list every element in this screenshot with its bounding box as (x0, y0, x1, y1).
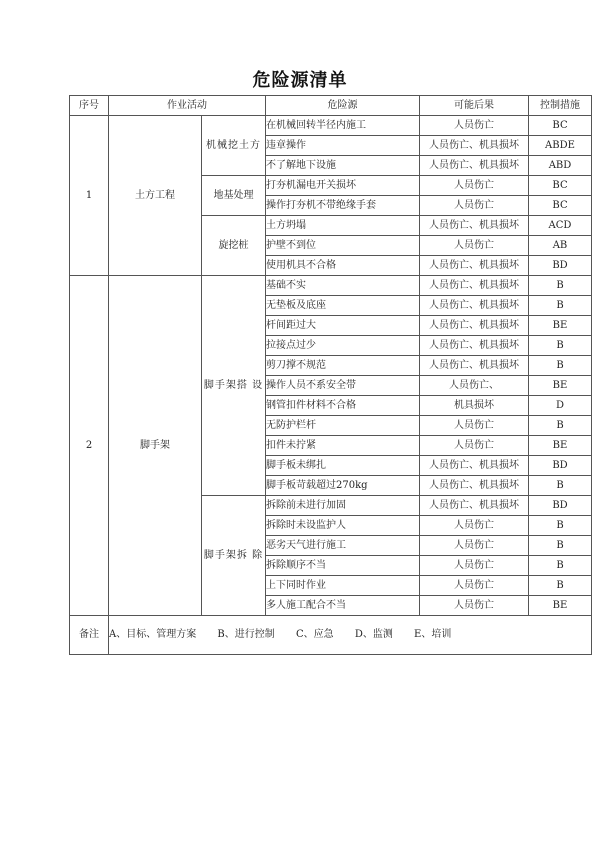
subactivity-cell: 旋挖桩 (202, 216, 266, 276)
control-cell: B (529, 536, 592, 556)
remarks-content (109, 616, 592, 655)
subactivity-cell: 脚手架拆 除 (202, 496, 266, 616)
hazard-cell: 脚手板苛载超过270kg (266, 476, 420, 496)
control-cell: B (529, 476, 592, 496)
control-cell: BD (529, 496, 592, 516)
hazard-cell: 拆除时未设监护人 (266, 516, 420, 536)
header-hazard: 危险源 (266, 96, 420, 116)
consequence-cell: 人员伤亡、机具损坏 (420, 476, 529, 496)
remark-item: B、进行控制 (217, 629, 275, 640)
hazard-cell: 钢管扣件材料不合格 (266, 396, 420, 416)
control-cell: BE (529, 376, 592, 396)
header-control: 控制措施 (529, 96, 592, 116)
control-cell: BE (529, 436, 592, 456)
subactivity-cell: 脚手架搭 设 (202, 276, 266, 496)
hazard-cell: 多人施工配合不当 (266, 596, 420, 616)
consequence-cell: 人员伤亡、机具损坏 (420, 496, 529, 516)
hazard-cell: 不了解地下设施 (266, 156, 420, 176)
consequence-cell: 人员伤亡 (420, 236, 529, 256)
consequence-cell: 人员伤亡、机具损坏 (420, 316, 529, 336)
table-row (70, 116, 592, 136)
activity-cell: 脚手架 (109, 276, 202, 616)
subactivity-cell: 机械挖土方 (202, 116, 266, 176)
consequence-cell: 人员伤亡 (420, 416, 529, 436)
consequence-cell: 人员伤亡、机具损坏 (420, 136, 529, 156)
header-row (70, 96, 592, 116)
consequence-cell: 人员伤亡、 (420, 376, 529, 396)
remarks-row (70, 616, 592, 655)
activity-cell: 土方工程 (109, 116, 202, 276)
hazard-cell: 恶劣天气进行施工 (266, 536, 420, 556)
consequence-cell: 人员伤亡、机具损坏 (420, 356, 529, 376)
consequence-cell: 人员伤亡 (420, 436, 529, 456)
hazard-cell: 土方坍塌 (266, 216, 420, 236)
hazard-cell: 使用机具不合格 (266, 256, 420, 276)
control-cell: B (529, 276, 592, 296)
hazard-cell: 无垫板及底座 (266, 296, 420, 316)
control-cell: D (529, 396, 592, 416)
page-title: 危险源清单 (252, 70, 348, 91)
control-cell: BE (529, 316, 592, 336)
consequence-cell: 人员伤亡、机具损坏 (420, 156, 529, 176)
remark-item: C、应急 (295, 629, 334, 640)
hazard-cell: 操作打夯机不带绝缘手套 (266, 196, 420, 216)
control-cell: B (529, 556, 592, 576)
consequence-cell: 人员伤亡 (420, 556, 529, 576)
consequence-cell: 人员伤亡、机具损坏 (420, 296, 529, 316)
consequence-cell: 人员伤亡 (420, 516, 529, 536)
remark-item: A、目标、管理方案 (109, 629, 197, 640)
control-cell: ABDE (529, 136, 592, 156)
hazard-cell: 拆除前未进行加固 (266, 496, 420, 516)
hazard-cell: 扣件未拧紧 (266, 436, 420, 456)
remark-item: D、监测 (354, 629, 393, 640)
consequence-cell: 人员伤亡 (420, 196, 529, 216)
control-cell: B (529, 336, 592, 356)
consequence-cell: 人员伤亡、机具损坏 (420, 456, 529, 476)
control-cell: BD (529, 256, 592, 276)
consequence-cell: 人员伤亡 (420, 596, 529, 616)
control-cell: B (529, 516, 592, 536)
hazard-cell: 杆间距过大 (266, 316, 420, 336)
control-cell: ABD (529, 156, 592, 176)
remark-item: E、培训 (414, 629, 452, 640)
hazard-cell: 脚手板未绑扎 (266, 456, 420, 476)
consequence-cell: 人员伤亡 (420, 116, 529, 136)
remarks-label: 备注 (70, 616, 109, 655)
consequence-cell: 人员伤亡 (420, 176, 529, 196)
consequence-cell: 人员伤亡、机具损坏 (420, 216, 529, 236)
control-cell: B (529, 416, 592, 436)
hazard-cell: 打夯机漏电开关损坏 (266, 176, 420, 196)
consequence-cell: 人员伤亡、机具损坏 (420, 256, 529, 276)
table-row (70, 276, 592, 296)
hazard-cell: 剪刀撑不规范 (266, 356, 420, 376)
control-cell: BC (529, 116, 592, 136)
control-cell: ACD (529, 216, 592, 236)
control-cell: BC (529, 176, 592, 196)
hazard-cell: 拆除顺序不当 (266, 556, 420, 576)
hazard-cell: 在机械回转半径内施工 (266, 116, 420, 136)
consequence-cell: 机具损坏 (420, 396, 529, 416)
hazard-cell: 拉接点过少 (266, 336, 420, 356)
control-cell: B (529, 356, 592, 376)
hazard-table (69, 95, 592, 655)
header-activity: 作业活动 (109, 96, 266, 116)
hazard-cell: 违章操作 (266, 136, 420, 156)
hazard-cell: 上下同时作业 (266, 576, 420, 596)
consequence-cell: 人员伤亡 (420, 536, 529, 556)
control-cell: B (529, 576, 592, 596)
consequence-cell: 人员伤亡、机具损坏 (420, 336, 529, 356)
subactivity-cell: 地基处理 (202, 176, 266, 216)
hazard-cell: 无防护栏杆 (266, 416, 420, 436)
seq-cell: 2 (70, 276, 109, 616)
control-cell: B (529, 296, 592, 316)
header-consequence: 可能后果 (420, 96, 529, 116)
seq-cell: 1 (70, 116, 109, 276)
consequence-cell: 人员伤亡、机具损坏 (420, 276, 529, 296)
header-seq: 序号 (70, 96, 109, 116)
control-cell: AB (529, 236, 592, 256)
hazard-cell: 护壁不到位 (266, 236, 420, 256)
consequence-cell: 人员伤亡 (420, 576, 529, 596)
control-cell: BD (529, 456, 592, 476)
hazard-cell: 操作人员不系安全带 (266, 376, 420, 396)
control-cell: BE (529, 596, 592, 616)
control-cell: BC (529, 196, 592, 216)
hazard-cell: 基础不实 (266, 276, 420, 296)
